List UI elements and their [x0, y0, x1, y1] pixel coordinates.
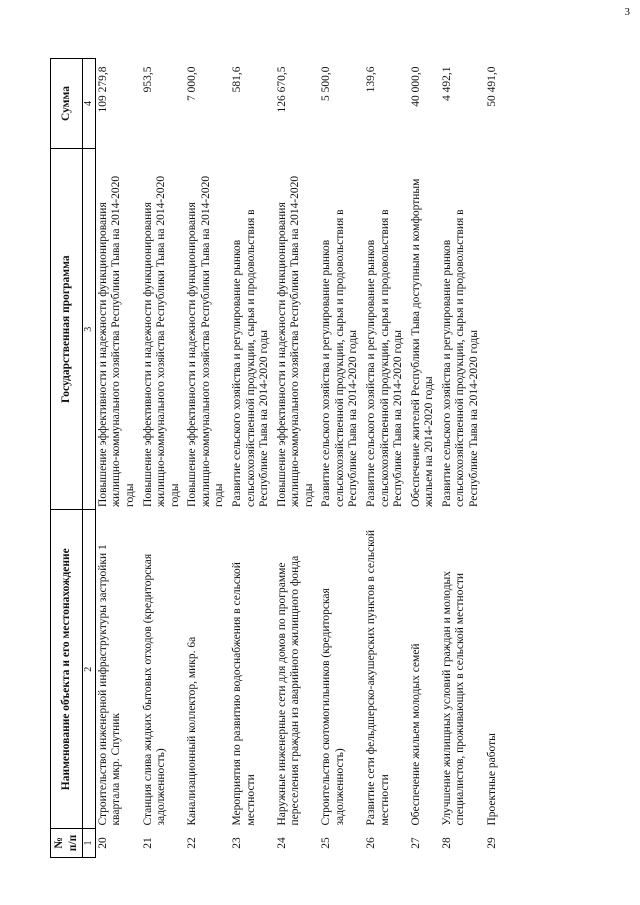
sum-value: 581,6: [230, 66, 243, 93]
program-name: Развитие сельского хозяйства и регулирование рынков сельскохозяйственной продукции, сырья и продовольствия в Республике Тыва на 2014-2020 годы: [230, 209, 271, 507]
row-number: 24: [275, 837, 288, 849]
row-number: 21: [141, 837, 154, 849]
sum-value: 5 500,0: [320, 66, 333, 101]
program-name: Повышение эффективности и надежности функционирования жилищно-коммунального хозяйства Республики Тыва на 2014-2020 годы: [186, 175, 226, 507]
table-row: [319, 59, 364, 858]
row-number: 25: [320, 837, 333, 849]
table-row: [440, 59, 485, 858]
table-row: [141, 59, 186, 858]
table-row: [275, 59, 320, 858]
program-name: Повышение эффективности и надежности функционирования жилищно-коммунального хозяйства Республики Тыва на 2014-2020 годы: [141, 175, 181, 507]
header-sum: Сумма: [51, 59, 83, 149]
row-number: 23: [230, 837, 243, 849]
program-name: Развитие сельского хозяйства и регулирование рынков сельскохозяйственной продукции, сырья и продовольствия в Республике Тыва на 2014-2020 годы: [440, 209, 480, 507]
object-name: Канализационный коллектор, микр. 6а: [186, 636, 199, 826]
sum-value: 109 279,8: [96, 66, 109, 113]
object-name: Улучшение жилищных условий граждан и молодых специалистов, проживающих в сельской местности: [440, 570, 467, 826]
row-number: 27: [409, 837, 422, 849]
sum-value: 126 670,5: [275, 66, 288, 113]
rotated-table-container: [50, 58, 585, 858]
program-name: Развитие сельского хозяйства и регулирование рынков сельскохозяйственной продукции, сырья и продовольствия в Республике Тыва на 2014-2020 годы: [365, 209, 405, 507]
table-row: [409, 59, 440, 858]
row-number: 29: [485, 837, 498, 849]
row-number: 20: [96, 837, 109, 849]
table-row: [485, 59, 503, 858]
header-object: Наименование объекта и его местонахождение: [51, 510, 83, 829]
page-number: 3: [624, 6, 630, 18]
sum-value: 139,6: [365, 66, 378, 93]
program-name: Повышение эффективности и надежности функционирования жилищно-коммунального хозяйства Республики Тыва на 2014-2020 годы: [96, 175, 137, 507]
row-number: 28: [440, 837, 453, 849]
table-row: [230, 59, 275, 858]
object-name: Проектные работы: [485, 733, 498, 826]
sum-value: 953,5: [141, 66, 154, 93]
object-name: Строительство инженерной инфраструктуры застройки 1 квартала мкр. Спутник: [96, 544, 123, 826]
program-name: Повышение эффективности и надежности функционирования жилищно-коммунального хозяйства Республики Тыва на 2014-2020 годы: [275, 175, 315, 507]
column-number: 4: [83, 59, 96, 149]
program-name: Обеспечение жителей Республики Тыва доступным и комфортным жильем на 2014-2020 годы: [409, 178, 436, 507]
sum-value: 40 000,0: [409, 66, 422, 107]
header-program: Государственная программа: [51, 148, 83, 510]
table-row: [95, 59, 140, 858]
header-num: № п/п: [51, 829, 83, 858]
program-name: Развитие сельского хозяйства и регулирование рынков сельскохозяйственной продукции, сырья и продовольствия в Республике Тыва на 2014-2020 годы: [320, 209, 360, 507]
object-name: Строительство скотомогильников (кредиторская задолженность): [320, 588, 346, 826]
sum-value: 7 000,0: [186, 66, 199, 101]
column-number: 2: [83, 510, 96, 829]
row-number: 22: [186, 837, 199, 849]
table-row: [185, 59, 230, 858]
object-name: Развитие сети фельдшерско-акушерских пунктов в сельской местности: [365, 530, 391, 826]
column-number: 1: [83, 829, 96, 858]
objects-table: [50, 58, 502, 858]
column-number: 3: [83, 148, 96, 510]
object-name: Мероприятия по развитию водоснабжения в сельской местности: [230, 562, 257, 826]
sum-value: 4 492,1: [440, 66, 453, 101]
row-number: 26: [365, 837, 378, 849]
object-name: Обеспечение жильем молодых семей: [409, 643, 422, 826]
sum-value: 50 491,0: [485, 66, 498, 107]
object-name: Станция слива жидких бытовых отходов (кредиторская задолженность): [141, 553, 168, 826]
table-row: [364, 59, 409, 858]
object-name: Наружные инженерные сети для домов по программе переселения граждан из аварийного жилищного фонда: [275, 555, 302, 826]
program-name: [485, 148, 503, 510]
